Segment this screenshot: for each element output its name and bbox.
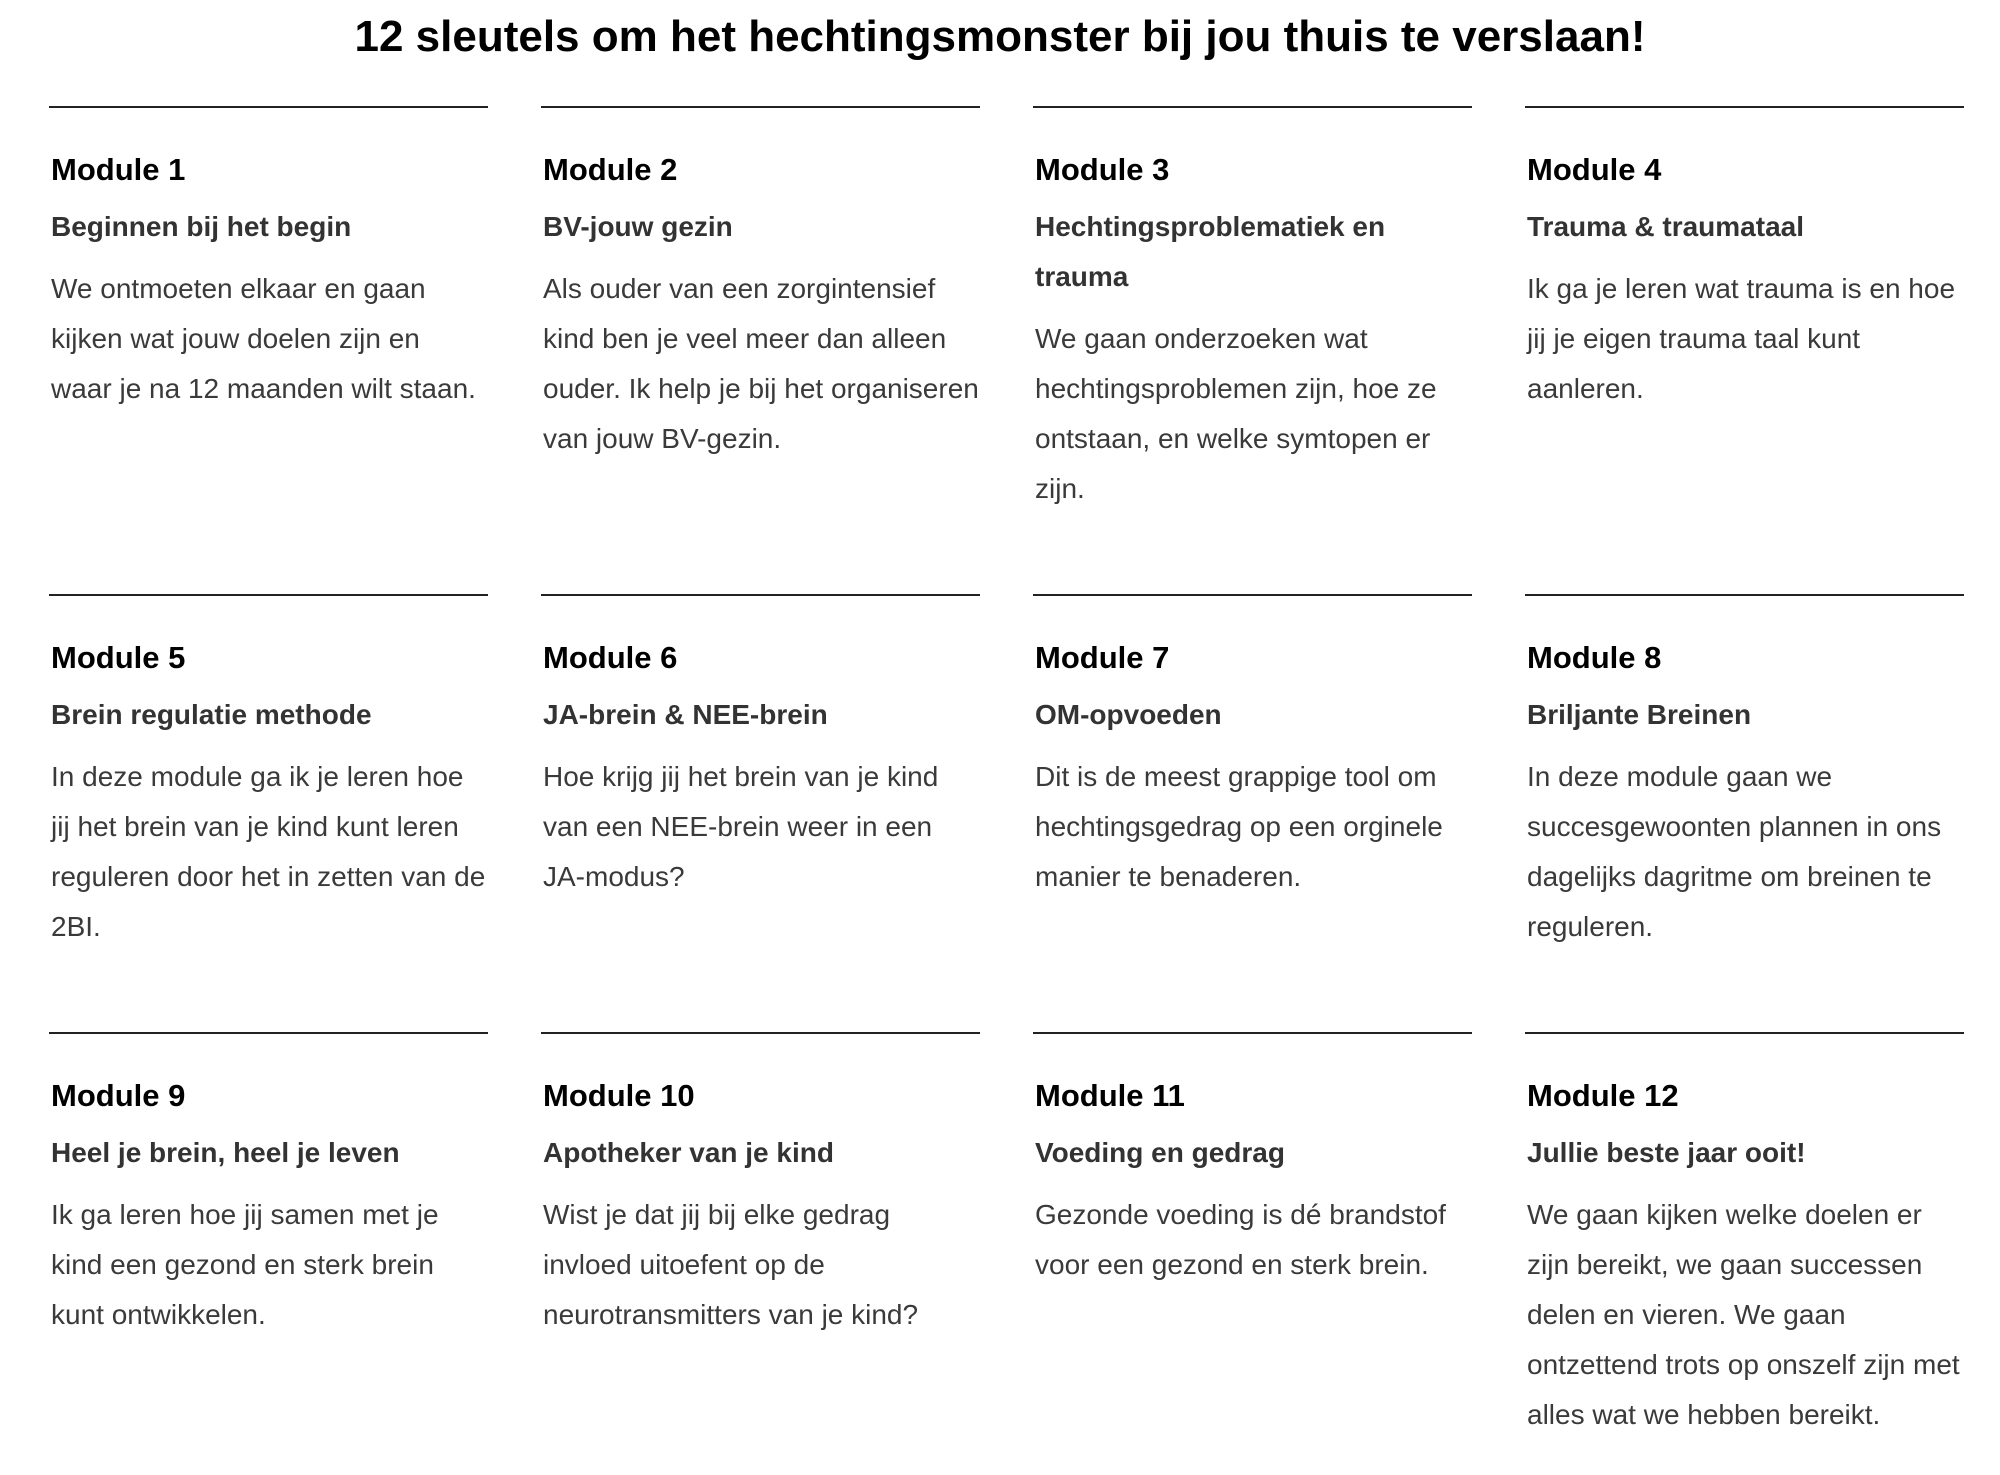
module-description: Ik ga leren hoe jij samen met je kind een gezond en sterk brein kunt ontwikkelen. [51,1199,439,1330]
module-description: Dit is de meest grappige tool om hechtingsgedrag op een orginele manier te benaderen. [1035,761,1443,892]
module-card [1033,106,1472,594]
module-card [49,594,488,1032]
module-title: Trauma & traumataal [1527,211,1804,242]
module-card [1525,106,1964,594]
module-description: Als ouder van een zorgintensief kind ben je veel meer dan alleen ouder. Ik help je bij het organiseren van jouw BV-gezin. [543,273,979,454]
module-number: Module 10 [543,1078,695,1113]
module-card [49,106,488,594]
module-title: Hechtingsproblematiek en trauma [1035,211,1386,292]
module-card [541,1032,980,1475]
module-description: Ik ga je leren wat trauma is en hoe jij je eigen trauma taal kunt aanleren. [1527,273,1956,404]
module-number: Module 11 [1035,1078,1185,1113]
module-number: Module 5 [51,640,186,675]
module-card [1525,1032,1964,1475]
module-description: We ontmoeten elkaar en gaan kijken wat jouw doelen zijn en waar je na 12 maanden wilt staan. [51,273,476,404]
module-title: Briljante Breinen [1527,699,1752,730]
module-title: BV-jouw gezin [543,211,733,242]
module-description: In deze module gaan we succesgewoonten plannen in ons dagelijks dagritme om breinen te reguleren. [1527,761,1942,942]
page-title: 12 sleutels om het hechtingsmonster bij jou thuis te verslaan! [354,12,1646,61]
module-number: Module 4 [1527,152,1662,187]
module-number: Module 6 [543,640,678,675]
module-description: Hoe krijg jij het brein van je kind van een NEE-brein weer in een JA-modus? [543,761,939,892]
module-description: We gaan kijken welke doelen er zijn bereikt, we gaan successen delen en vieren. We gaan ontzettend trots op onszelf zijn met alles wat we hebben bereikt. [1527,1199,1960,1430]
module-number: Module 7 [1035,640,1170,675]
module-description: We gaan onderzoeken wat hechtingsproblemen zijn, hoe ze ontstaan, en welke symtopen er zijn. [1035,323,1437,504]
module-card [1525,594,1964,1032]
module-number: Module 8 [1527,640,1662,675]
module-number: Module 9 [51,1078,186,1113]
module-number: Module 2 [543,152,678,187]
module-description: In deze module ga ik je leren hoe jij het brein van je kind kunt leren reguleren door het in zetten van de 2BI. [51,761,486,942]
module-title: Beginnen bij het begin [51,211,352,242]
module-title: OM-opvoeden [1035,699,1222,730]
module-card [541,106,980,594]
module-title: Brein regulatie methode [51,699,372,730]
module-card [541,594,980,1032]
module-number: Module 12 [1527,1078,1679,1113]
modules-grid [49,106,1961,1475]
module-card [1033,594,1472,1032]
module-title: Jullie beste jaar ooit! [1527,1137,1806,1168]
module-card [1033,1032,1472,1475]
module-card [49,1032,488,1475]
module-description: Gezonde voeding is dé brandstof voor een gezond en sterk brein. [1035,1199,1446,1280]
module-number: Module 1 [51,152,186,187]
module-title: Apotheker van je kind [543,1137,834,1168]
module-title: Voeding en gedrag [1035,1137,1285,1168]
module-number: Module 3 [1035,152,1170,187]
module-title: JA-brein & NEE-brein [543,699,828,730]
module-title: Heel je brein, heel je leven [51,1137,400,1168]
module-description: Wist je dat jij bij elke gedrag invloed uitoefent op de neurotransmitters van je kind? [543,1199,919,1330]
